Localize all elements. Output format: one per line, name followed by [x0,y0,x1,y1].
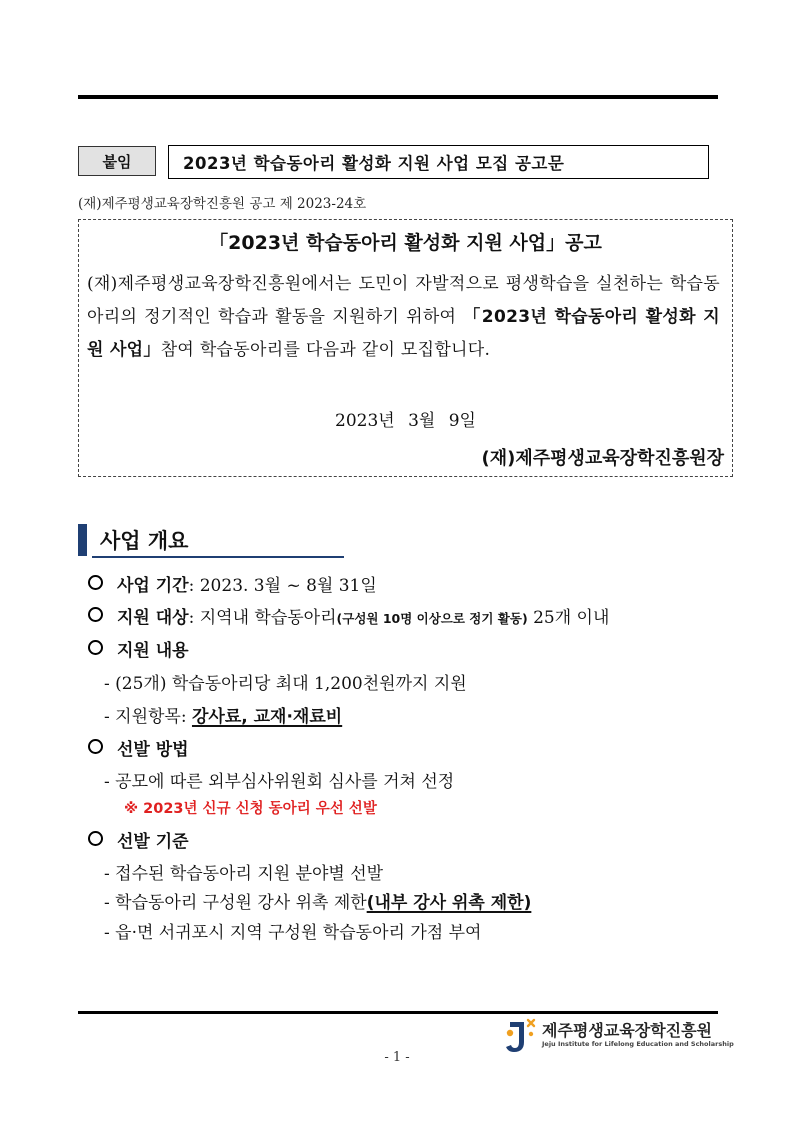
top-rule [78,95,718,99]
period-value: : 2023. 3월 ~ 8월 31일 [188,576,377,596]
notice-signer: (재)제주평생교육장학진흥원장 [481,448,724,469]
support-item-2 [104,702,342,727]
section-heading-underline [92,556,344,558]
bottom-rule [78,1011,718,1014]
section-heading [78,522,344,558]
period-line [88,571,377,596]
attachment-badge: 붙임 [78,146,156,176]
circle-bullet-icon [88,640,103,655]
criteria-item-3: - 읍·면 서귀포시 지역 구성원 학습동아리 가점 부여 [104,923,482,943]
method-note [124,797,377,818]
method-label: 선발 방법 [117,740,189,760]
method-item-1: - 공모에 따른 외부심사위원회 심사를 거쳐 선정 [104,772,455,792]
circle-bullet-icon [88,607,103,622]
notice-body-bold: 「2023년 학습동아리 활성화 지원 사업」 [87,307,720,360]
support-label: 지원 내용 [117,641,189,661]
target-label: 지원 대상 [117,608,189,628]
support-item-1: - (25개) 학습동아리당 최대 1,200천원까지 지원 [104,674,467,694]
method-note-text: ※ 2023년 신규 신청 동아리 우선 선발 [124,801,377,817]
criteria-item-1: - 접수된 학습동아리 지원 분야별 선발 [104,864,384,884]
notice-body-part2: 참여 학습동아리를 다음과 같이 모집합니다. [160,340,491,360]
notice-body-part1: (재)제주평생교육장학진흥원에서는 도민이 자발적으로 평생학습을 실천하는 학습동아리의 정기적인 학습과 활동을 지원하기 위하여 [87,274,720,327]
circle-bullet-icon [88,831,103,846]
criteria-item-2 [104,888,531,913]
notice-body [87,268,720,367]
support-line [88,636,189,661]
criteria-label: 선발 기준 [117,832,189,852]
circle-bullet-icon [88,575,103,590]
notice-heading: 「2023년 학습동아리 활성화 지원 사업」공고 [209,232,602,254]
footer-org-name: 제주평생교육장학진흥원 [542,1021,713,1040]
support-item-2-value: 강사료, 교재·재료비 [191,707,343,727]
notice-box [78,219,733,477]
target-value: : 지역내 학습동아리 [188,608,337,628]
circle-bullet-icon [88,739,103,754]
page-number: - 1 - [384,1050,410,1065]
criteria-item-2-prefix: - 학습동아리 구성원 강사 위촉 제한 [104,893,367,913]
target-limit: 25개 이내 [527,608,610,628]
period-label: 사업 기간 [117,576,189,596]
document-title: 2023년 학습동아리 활성화 지원 사업 모집 공고문 [168,145,709,179]
target-note: (구성원 10명 이상으로 정기 활동) [336,611,528,626]
section-heading-text: 사업 개요 [100,529,189,553]
method-line [88,735,189,760]
support-item-2-prefix: - 지원항목: [104,707,192,727]
criteria-line [88,827,189,852]
section-heading-bar [78,524,87,556]
target-line [88,603,609,628]
notice-date: 2023년 3월 9일 [335,411,476,431]
notice-number: (재)제주평생교육장학진흥원 공고 제 2023-24호 [78,196,367,212]
footer-org-name-en: Jeju Institute for Lifelong Education and Scholarship [542,1040,734,1048]
criteria-item-2-bold: (내부 강사 위촉 제한) [366,893,532,913]
